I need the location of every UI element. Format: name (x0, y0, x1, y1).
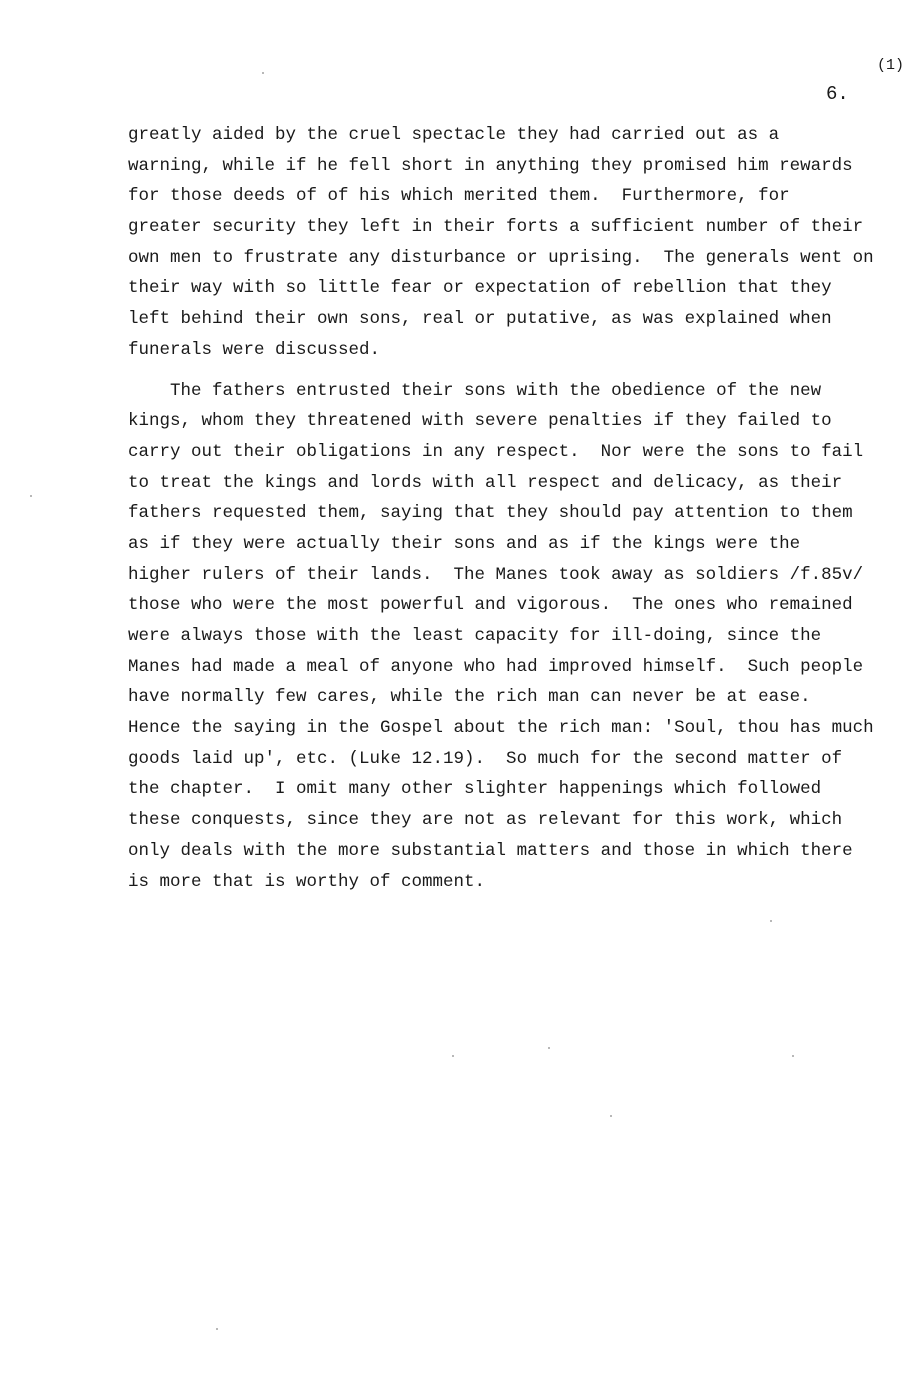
scan-speck (770, 920, 772, 922)
text-line: higher rulers of their lands. The Manes took away as soldiers /f.85v/ (128, 564, 864, 585)
text-line: these conquests, since they are not as relevant for this work, which (128, 810, 843, 831)
text-line: Manes had made a meal of anyone who had improved himself. Such people (128, 656, 864, 677)
paragraph-gap (128, 366, 888, 376)
text-line: own men to frustrate any disturbance or uprising. The generals went on (128, 247, 874, 268)
scan-speck (452, 1055, 454, 1057)
text-line: the chapter. I omit many other slighter happenings which followed (128, 779, 822, 800)
text-line: have normally few cares, while the rich man can never be at ease. (128, 687, 811, 708)
text-line: fathers requested them, saying that they should pay attention to them (128, 503, 853, 524)
text-line: to treat the kings and lords with all respect and delicacy, as their (128, 472, 843, 493)
text-line: goods laid up', etc. (Luke 12.19). So much for the second matter of (128, 748, 843, 769)
body-text (128, 120, 888, 897)
text-line: carry out their obligations in any respect. Nor were the sons to fail (128, 441, 864, 462)
text-line: Hence the saying in the Gospel about the rich man: 'Soul, thou has much (128, 718, 874, 739)
scan-speck (262, 72, 264, 74)
text-line: their way with so little fear or expectation of rebellion that they (128, 278, 832, 299)
text-line: funerals were discussed. (128, 339, 381, 360)
text-line: left behind their own sons, real or putative, as was explained when (128, 309, 832, 330)
page-number: 6. (826, 83, 849, 105)
scan-speck (216, 1328, 218, 1330)
text-line: warning, while if he fell short in anything they promised him rewards (128, 155, 853, 176)
text-line: is more that is worthy of comment. (128, 871, 486, 892)
text-line: only deals with the more substantial matters and those in which there (128, 840, 853, 861)
paragraph-2 (128, 376, 888, 898)
text-line: The fathers entrusted their sons with the obedience of the new (128, 380, 822, 401)
text-line: greater security they left in their forts a sufficient number of their (128, 217, 864, 238)
text-line: for those deeds of of his which merited them. Furthermore, for (128, 186, 790, 207)
scan-speck (30, 495, 32, 497)
text-line: were always those with the least capacity for ill-doing, since the (128, 626, 822, 646)
text-line: those who were the most powerful and vigorous. The ones who remained (128, 595, 853, 616)
text-line: greatly aided by the cruel spectacle they had carried out as a (128, 125, 780, 145)
paragraph-1 (128, 120, 888, 366)
text-line: kings, whom they threatened with severe penalties if they failed to (128, 411, 832, 432)
folio-mark: (1) (877, 57, 905, 74)
text-line: as if they were actually their sons and as if the kings were the (128, 533, 801, 554)
scan-speck (548, 1047, 550, 1049)
scan-speck (792, 1055, 794, 1057)
scan-speck (610, 1115, 612, 1117)
